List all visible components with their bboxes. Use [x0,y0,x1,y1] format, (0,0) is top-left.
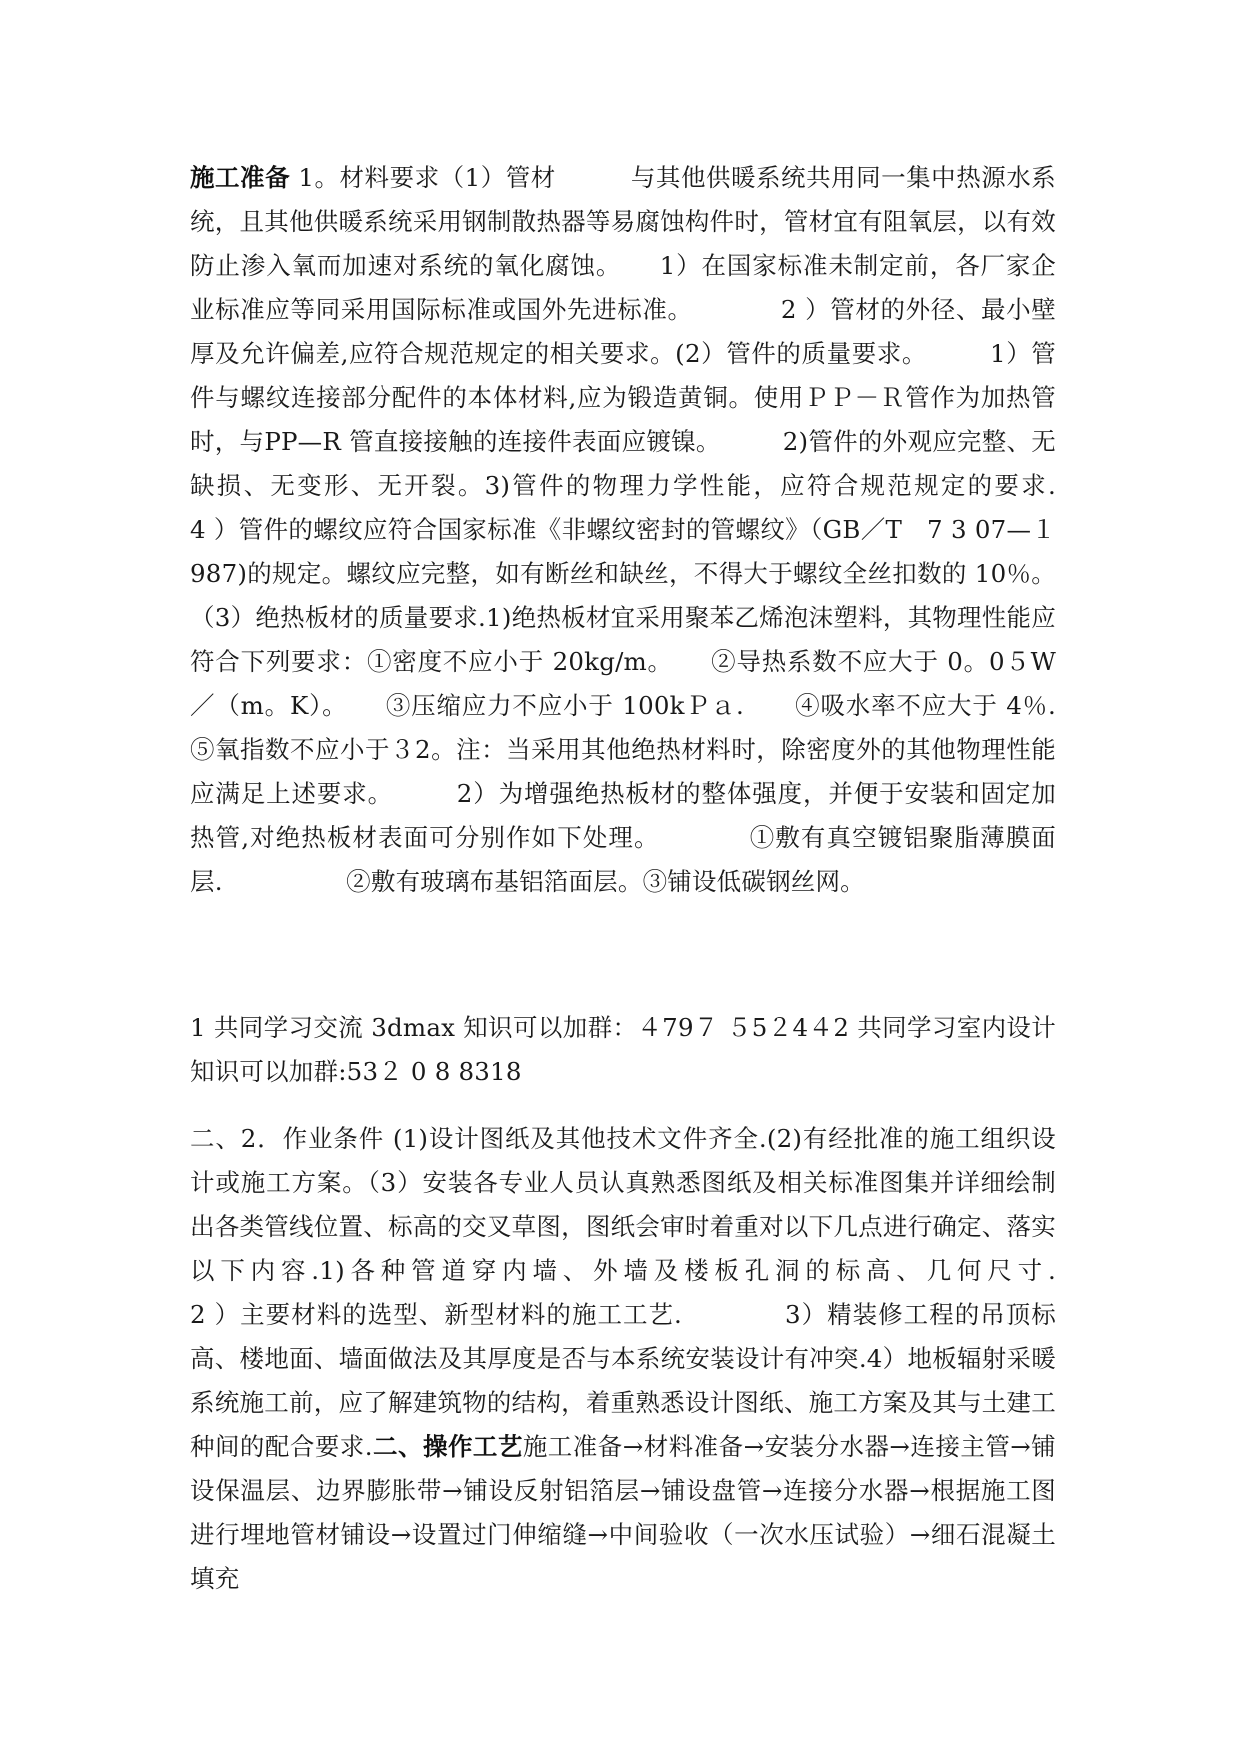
paragraph-text: 1。材料要求（1）管材 与其他供暖系统共用同一集中热源水系统，且其他供暖系统采用钢制散热器等易腐蚀构件时，管材宜有阻氧层，以有效防止渗入氧而加速对系统的氧化腐蚀。 1）在国家标准未制定前，各厂家企业标准应等同采用国际标准或国外先进标准。 2 ）管材的外径、最小壁厚及允许偏差,应符合规范规定的相关要求。(2）管件的质量要求。 1）管件与螺纹连接部分配件的本体材料,应为锻造黄铜。使用ＰＰ－Ｒ管作为加热管时，与PP—R 管直接接触的连接件表面应镀镍。 2)管件的外观应完整、无缺损、无变形、无开裂。3)管件的物理力学性能，应符合规范规定的要求. 4 ）管件的螺纹应符合国家标准《非螺纹密封的管螺纹》（GB／T 7 3 07—１987)的规定。螺纹应完整，如有断丝和缺丝，不得大于螺纹全丝扣数的 10％。（3）绝热板材的质量要求.1)绝热板材宜采用聚苯乙烯泡沫塑料，其物理性能应符合下列要求：①密度不应小于 20kg/m。 ②导热系数不应大于 0。0５W／（m。K）。 ③压缩应力不应小于 100kＰａ. ④吸水率不应大于 4％. ⑤氧指数不应小于３2。注：当采用其他绝热材料时，除密度外的其他物理性能应满足上述要求。 2）为增强绝热板材的整体强度，并便于安装和固定加热管,对绝热板材表面可分别作如下处理。 ①敷有真空镀铝聚脂薄膜面层. ②敷有玻璃布基铝箔面层。③铺设低碳钢丝网。 [190,163,1131,896]
paragraph-group-info [190,1006,1056,1094]
heading-operation-process: 二、操作工艺 [372,1432,523,1461]
paragraph-text: 二、2．作业条件 (1)设计图纸及其他技术文件齐全.(2)有经批准的施工组织设计或施工方案。（3）安装各专业人员认真熟悉图纸及相关标准图集并详细绘制出各类管线位置、标高的交叉草图，图纸会审时着重对以下几点进行确定、落实以下内容.1)各种管道穿内墙、外墙及楼板孔洞的标高、几何尺寸. 2 ）主要材料的选型、新型材料的施工工艺. 3）精装修工程的吊顶标高、楼地面、墙面做法及其厚度是否与本系统安装设计有冲突.4）地板辐射采暖系统施工前，应了解建筑物的结构，着重熟悉设计图纸、施工方案及其与土建工种间的配合要求. [190,1124,1205,1461]
paragraph-text: 施工准备→材料准备→安装分水器→连接主管→铺设保温层、边界膨胀带→铺设反射铝箔层→铺设盘管→连接分水器→根据施工图进行埋地管材铺设→设置过门伸缩缝→中间验收（一次水压试验）→细石混凝土填充 [190,1432,1056,1593]
heading-construction-preparation: 施工准备 [190,163,291,192]
paragraph-work-conditions [190,1117,1205,1601]
paragraph-material-requirements [190,156,1131,904]
paragraph-text: 1 共同学习交流 3dmax 知识可以加群：４79７ ５5２4４2 共同学习室内设计知识可以加群:53２ 0 8 8318 [190,1013,1056,1086]
